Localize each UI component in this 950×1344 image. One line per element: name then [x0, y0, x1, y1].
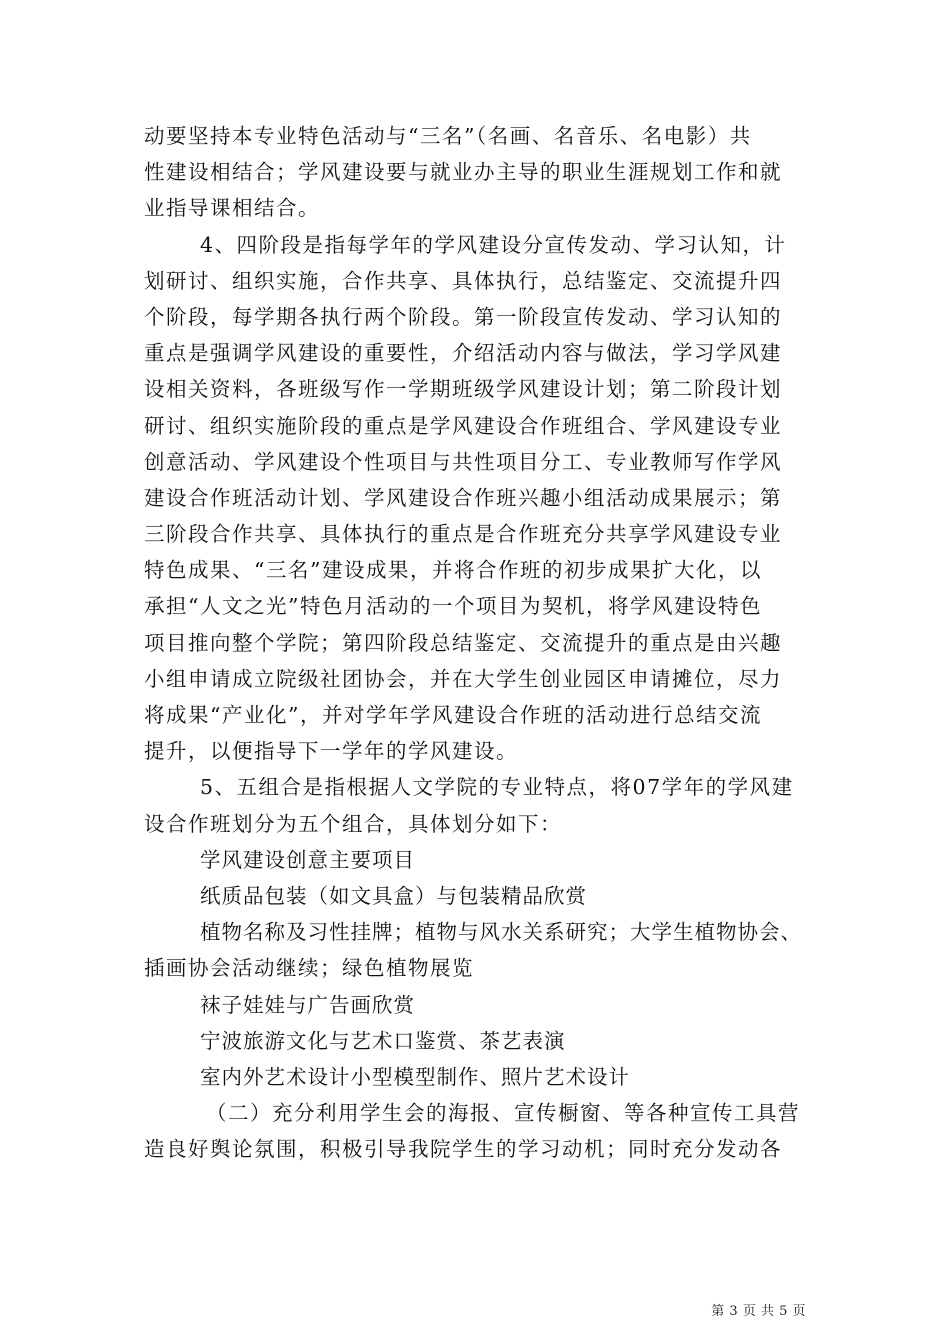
text-line: 设合作班划分为五个组合，具体划分如下： [144, 811, 562, 836]
list-item: 袜子娃娃与广告画欣赏 [200, 992, 415, 1017]
text-line: 提升，以便指导下一学年的学风建设。 [144, 739, 518, 764]
text-line: 个阶段，每学期各执行两个阶段。第一阶段宣传发动、学习认知的 [144, 304, 782, 329]
section-2-start: （二）充分利用学生会的海报、宣传橱窗、等各种宣传工具营 [206, 1101, 800, 1126]
text-line: 动要坚持本专业特色活动与“三名”（名画、名音乐、名电影）共 [144, 124, 752, 148]
text-line: 设相关资料，各班级写作一学期班级学风建设计划；第二阶段计划 [144, 377, 782, 402]
list-item-continuation: 插画协会活动继续；绿色植物展览 [144, 956, 474, 981]
page-number: 第 3 页 共 5 页 [711, 1304, 806, 1319]
paragraph-5-start: 5、五组合是指根据人文学院的专业特点，将07学年的学风建 [200, 775, 794, 800]
text-line: 性建设相结合；学风建设要与就业办主导的职业生涯规划工作和就 [144, 160, 782, 185]
text-line: 小组申请成立院级社团协会，并在大学生创业园区申请摊位，尽力 [144, 666, 782, 691]
text-line: 划研讨、组织实施，合作共享、具体执行，总结鉴定、交流提升四 [144, 268, 782, 293]
text-line: 研讨、组织实施阶段的重点是学风建设合作班组合、学风建设专业 [144, 413, 782, 438]
text-line: 三阶段合作共享、具体执行的重点是合作班充分共享学风建设专业 [144, 522, 782, 547]
list-item: 室内外艺术设计小型模型制作、照片艺术设计 [200, 1064, 630, 1089]
text-line: 特色成果、“三名”建设成果，并将合作班的初步成果扩大化，以 [144, 558, 762, 583]
text-line: 将成果“产业化”，并对学年学风建设合作班的活动进行总结交流 [144, 703, 762, 727]
text-line: 承担“人文之光”特色月活动的一个项目为契机，将学风建设特色 [144, 594, 762, 619]
text-line: 创意活动、学风建设个性项目与共性项目分工、专业教师写作学风 [144, 449, 782, 474]
body-text [144, 118, 834, 1167]
list-item: 植物名称及习性挂牌；植物与风水关系研究；大学生植物协会、 [200, 920, 802, 945]
paragraph-4-start: 4、四阶段是指每学年的学风建设分宣传发动、学习认知，计 [200, 232, 787, 257]
text-line: 业指导课相结合。 [144, 196, 320, 221]
text-line: 造良好舆论氛围，积极引导我院学生的学习动机；同时充分发动各 [144, 1137, 782, 1162]
text-line: 重点是强调学风建设的重要性，介绍活动内容与做法，学习学风建 [144, 341, 782, 366]
list-item: 宁波旅游文化与艺术口鉴赏、茶艺表演 [200, 1028, 566, 1053]
text-line: 建设合作班活动计划、学风建设合作班兴趣小组活动成果展示；第 [144, 485, 782, 510]
list-item: 学风建设创意主要项目 [200, 847, 415, 872]
list-item: 纸质品包装（如文具盒）与包装精品欣赏 [200, 883, 587, 908]
text-line: 项目推向整个学院；第四阶段总结鉴定、交流提升的重点是由兴趣 [144, 630, 782, 655]
